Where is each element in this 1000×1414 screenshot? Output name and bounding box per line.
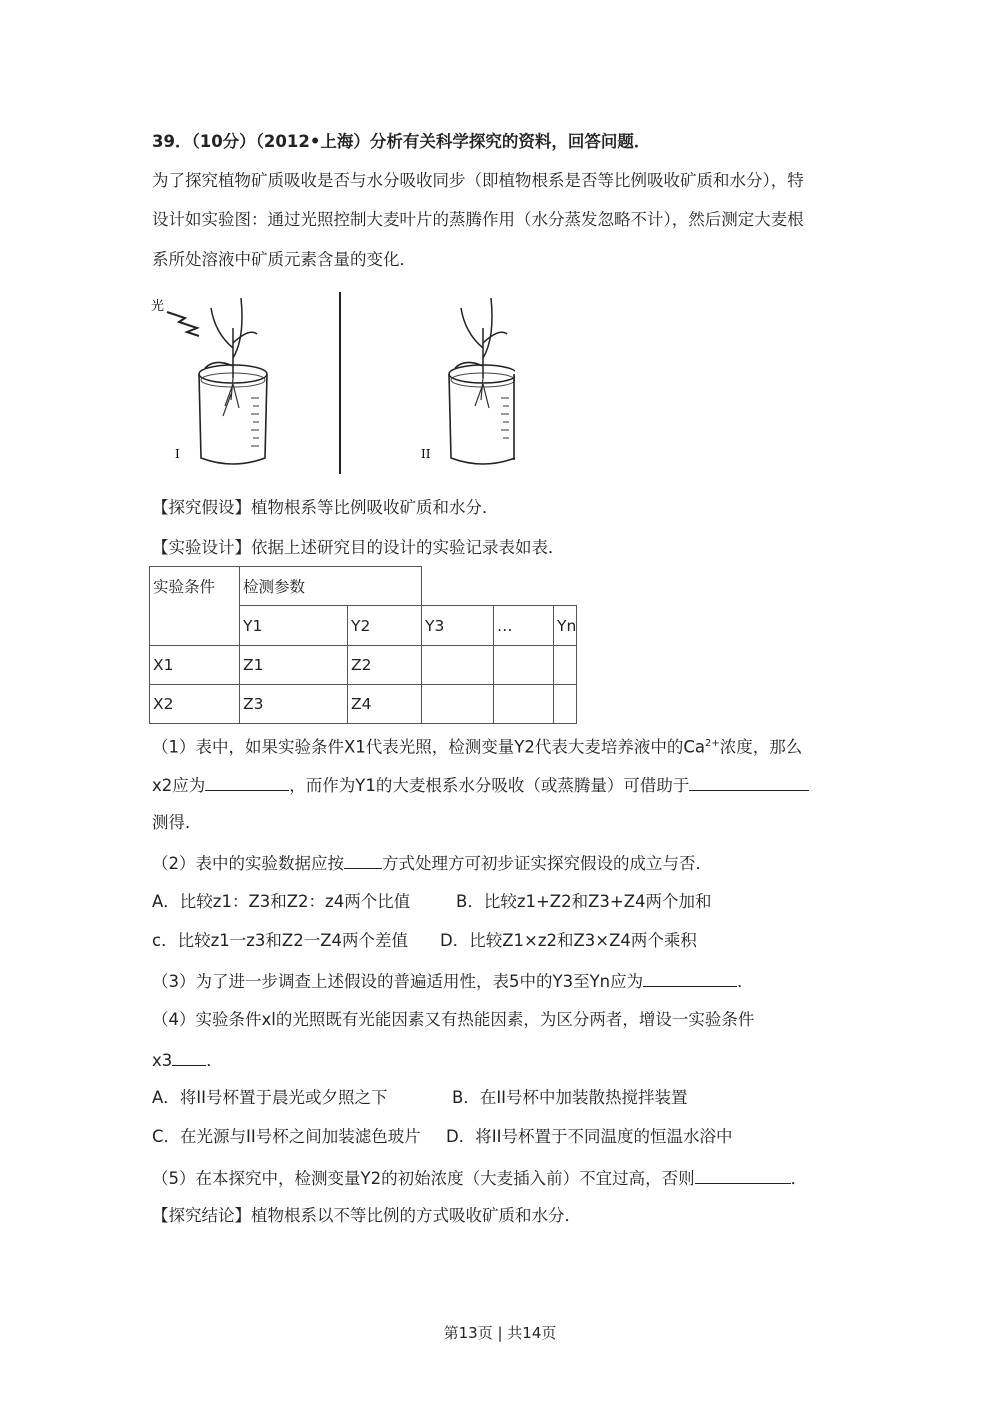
design-text: 【实验设计】依据上述研究目的设计的实验记录表如表． xyxy=(152,538,565,557)
q2-option-c: c．比较z1一z3和Z2一Z4两个差值 xyxy=(152,931,408,950)
header-param: 检测参数 xyxy=(240,567,422,606)
table-cell xyxy=(554,646,577,685)
q2-blank[interactable] xyxy=(344,851,382,869)
q4-option-b: B．在II号杯中加装散热搅拌装置 xyxy=(452,1088,688,1107)
q1-line-2 xyxy=(152,773,809,797)
header-condition: 实验条件 xyxy=(150,567,240,646)
q2-text-b: 方式处理方可初步证实探究假设的成立与否． xyxy=(382,854,712,873)
table-cell xyxy=(554,685,577,724)
q4-option-c: C．在光源与II号杯之间加装滤色玻片 xyxy=(152,1127,421,1146)
q1-text-c: x2应为 xyxy=(152,776,206,795)
col-header: Y1 xyxy=(240,606,348,646)
q3-text-a: （3）为了进一步调查上述假设的普遍适用性，表5中的Y3至Yn应为 xyxy=(152,972,644,991)
table-cell xyxy=(422,685,494,724)
q1-text-d: ，而作为Y1的大麦根系水分吸收（或蒸腾量）可借助于 xyxy=(289,776,690,795)
q4-text-b: x3 xyxy=(152,1051,173,1070)
q4-text-c: ． xyxy=(206,1051,223,1070)
header-empty xyxy=(422,567,577,606)
cup-1-label: I xyxy=(175,447,180,461)
col-header: Yn xyxy=(554,606,577,646)
q1-blank-1[interactable] xyxy=(205,773,289,791)
experiment-figure xyxy=(145,288,515,478)
q1-superscript: 2+ xyxy=(705,738,720,749)
q2-option-d: D．比较Z1×z2和Z3×Z4两个乘积 xyxy=(440,931,697,950)
table-row xyxy=(150,685,577,724)
q1-blank-2[interactable] xyxy=(689,773,809,791)
col-header: Y2 xyxy=(348,606,422,646)
table-cell xyxy=(422,646,494,685)
light-label: 光 xyxy=(151,299,165,314)
row-label: X1 xyxy=(150,646,240,685)
q3-text-b: ． xyxy=(737,972,754,991)
page-footer: 第13页 | 共14页 xyxy=(443,1324,557,1342)
cup-2 xyxy=(421,298,515,464)
light-bolt-icon xyxy=(167,312,199,336)
conclusion: 【探究结论】植物根系以不等比例的方式吸收矿质和水分． xyxy=(152,1206,581,1225)
col-header: … xyxy=(494,606,554,646)
q1-line-3: 测得． xyxy=(152,813,202,832)
q4-line-2 xyxy=(152,1048,223,1072)
q2-option-b: B．比较z1+Z2和Z3+Z4两个加和 xyxy=(456,892,712,911)
q4-blank[interactable] xyxy=(172,1048,206,1066)
cup-1 xyxy=(175,298,267,464)
q3-line xyxy=(152,969,754,993)
intro-line-1: 为了探究植物矿质吸收是否与水分吸收同步（即植物根系是否等比例吸收矿质和水分），特 xyxy=(152,171,804,190)
cup-2-label: II xyxy=(421,447,431,461)
intro-line-2: 设计如实验图：通过光照控制大麦叶片的蒸腾作用（水分蒸发忽略不计），然后测定大麦根 xyxy=(152,210,804,229)
table-cell: Z3 xyxy=(240,685,348,724)
q4-option-a: A．将II号杯置于晨光或夕照之下 xyxy=(152,1088,388,1107)
q5-line xyxy=(152,1166,807,1190)
q5-text-b: ． xyxy=(790,1169,808,1188)
q2-text-a: （2）表中的实验数据应按 xyxy=(152,854,344,873)
table-cell: Z1 xyxy=(240,646,348,685)
q5-blank[interactable] xyxy=(695,1166,791,1184)
q1-text-a: （1）表中，如果实验条件X1代表光照，检测变量Y2代表大麦培养液中的Ca xyxy=(152,737,706,757)
row-label: X2 xyxy=(150,685,240,724)
record-table xyxy=(149,566,577,724)
question-title: 39．（10分）（2012•上海）分析有关科学探究的资料，回答问题． xyxy=(152,132,651,151)
col-header: Y3 xyxy=(422,606,494,646)
q4-option-d: D．将II号杯置于不同温度的恒温水浴中 xyxy=(446,1127,733,1146)
q1-text-b: 浓度，那么 xyxy=(719,737,803,757)
table-cell: Z2 xyxy=(348,646,422,685)
intro-line-3: 系所处溶液中矿质元素含量的变化． xyxy=(152,250,416,269)
table-cell: Z4 xyxy=(348,685,422,724)
q2-option-a: A．比较z1：Z3和Z2：z4两个比值 xyxy=(152,892,411,911)
q1-line-1 xyxy=(152,733,802,759)
hypothesis: 【探究假设】植物根系等比例吸收矿质和水分． xyxy=(152,498,499,517)
q5-text-a: （5）在本探究中，检测变量Y2的初始浓度（大麦插入前）不宜过高，否则 xyxy=(152,1169,695,1188)
table-cell xyxy=(494,646,554,685)
table-cell xyxy=(494,685,554,724)
table-row xyxy=(150,646,577,685)
q2-line xyxy=(152,851,712,875)
q4-line-1: （4）实验条件xl的光照既有光能因素又有热能因素，为区分两者，增设一实验条件 xyxy=(152,1010,755,1029)
q3-blank[interactable] xyxy=(643,969,737,987)
